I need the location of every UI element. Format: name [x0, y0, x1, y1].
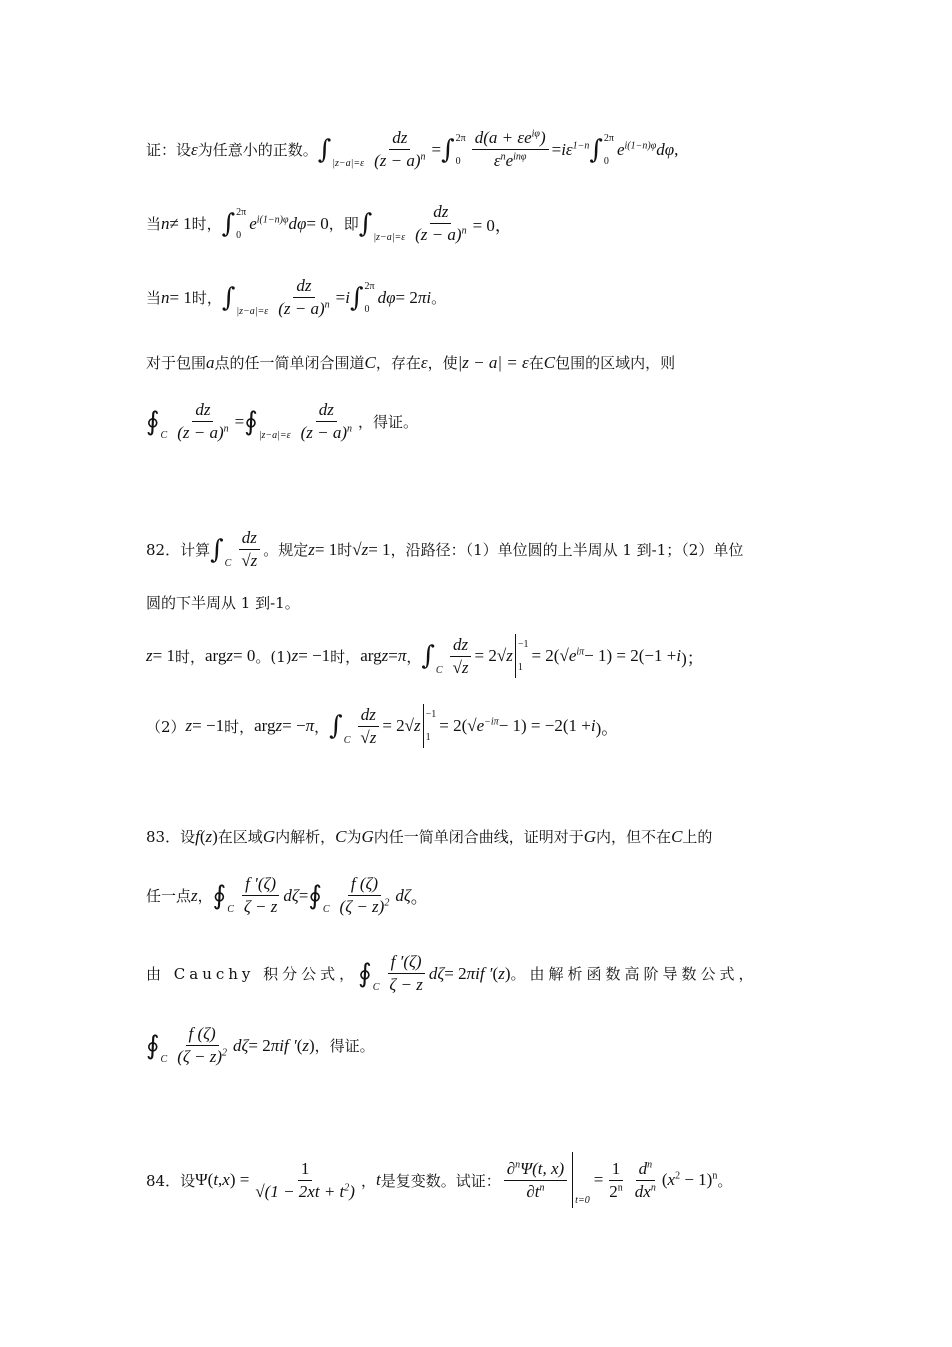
- problem-82-line-1: 82．计算 ∫ C $\frac{dz}{√z}$ 。规定 z = 1 时 √z = 1 ，沿路径：（1）单位圆的上半周从 1 到-1；（2）单位: [146, 528, 744, 570]
- problem-82-line-2: 圆的下半周从 1 到-1。: [146, 594, 300, 612]
- proof-line-4: 对于包围 a 点的任一简单闭合围道 C ，存在 ε ，使 |z − a| = ε 在 C 包围的区域内，则: [146, 352, 676, 372]
- problem-83-line-4: ∮ C $\frac{f (\zeta)}{(\zeta - z)^2}$ dζ = 2 πif ′ ( z ) ，得证。: [146, 1024, 375, 1066]
- proof-line-2: 当 n ≠ 1 时， ∫ 2π 0 $e^{i(1-n)\varphi}d\varphi$ = 0 ，即 ∫ |z−a|=ε $\frac{dz}{(z - a)^n}$ = 0，: [146, 202, 512, 244]
- proof-line-1: 证：设 ε 为任意小的正数。 ∫ |z−a|=ε $\frac{dz}{(z - a)^n}$ = ∫ 2π 0 $\frac{d(a + \varepsilon e^{i\varphi})}{\varepsilon^ne^{in\varphi}}$ = $i\varepsilon^{1-n}$ ∫ 2π 0 $e^{i(1-n)\varphi}d\varphi$ ,: [146, 128, 679, 170]
- problem-83-line-3: 由 Cauchy 积分公式， ∮ C $\frac{f '(\zeta)}{\zeta - z}$ dζ = 2 πif ′ ( z ) 。由解析函数高阶导数公式，: [146, 952, 758, 994]
- problem-84-line-1: 84．设 Ψ( t , x ) = $\frac{1}{√(1 - 2xt + t^2)}$ ， t 是复变数。试证： $\frac{\partial^n\Psi(t, x)}{\partial t^n}$ t=0 = $\frac{1}{2^n}$ $\frac{d^n}{dx^n}$ ( x $^2$ − 1)$^n$ 。: [146, 1152, 812, 1208]
- proof-line-5: ∮ C $\frac{dz}{(z - a)^n}$ = ∮ |z−a|=ε $\frac{dz}{(z - a)^n}$ ，得证。: [146, 400, 419, 442]
- problem-82-line-4: （2） z = −1 时， arg z = − π ， ∫ C $\frac{dz}{√z}$ = 2 √z −1 1 = 2(√ $e^{-i\pi}$ − 1) = −2(1 + i )。: [146, 704, 619, 747]
- problem-83-line-2: 任一点 z ， ∮ C $\frac{f '(\zeta)}{\zeta - z}$ dζ = ∮ C $\frac{f (\zeta)}{(\zeta - z)^2}$ dζ 。: [146, 874, 428, 916]
- problem-82-line-3: z = 1 时， arg z = 0 。(1) z = −1 时， arg z = π ， ∫ C $\frac{dz}{√z}$ = 2 √z −1 1 = 2(√ $e^{i\pi}$ − 1) = 2(−1 + i )；: [146, 634, 704, 677]
- proof-line-3: 当 n = 1 时， ∫ |z−a|=ε $\frac{dz}{(z - a)^n}$ = i ∫ 2π 0 dφ = 2 πi 。: [146, 276, 447, 318]
- problem-83-line-1: 83．设 f ( z ) 在区域 G 内解析， C 为 G 内任一简单闭合曲线，证明对于 G 内，但不在 C 上的: [146, 826, 713, 846]
